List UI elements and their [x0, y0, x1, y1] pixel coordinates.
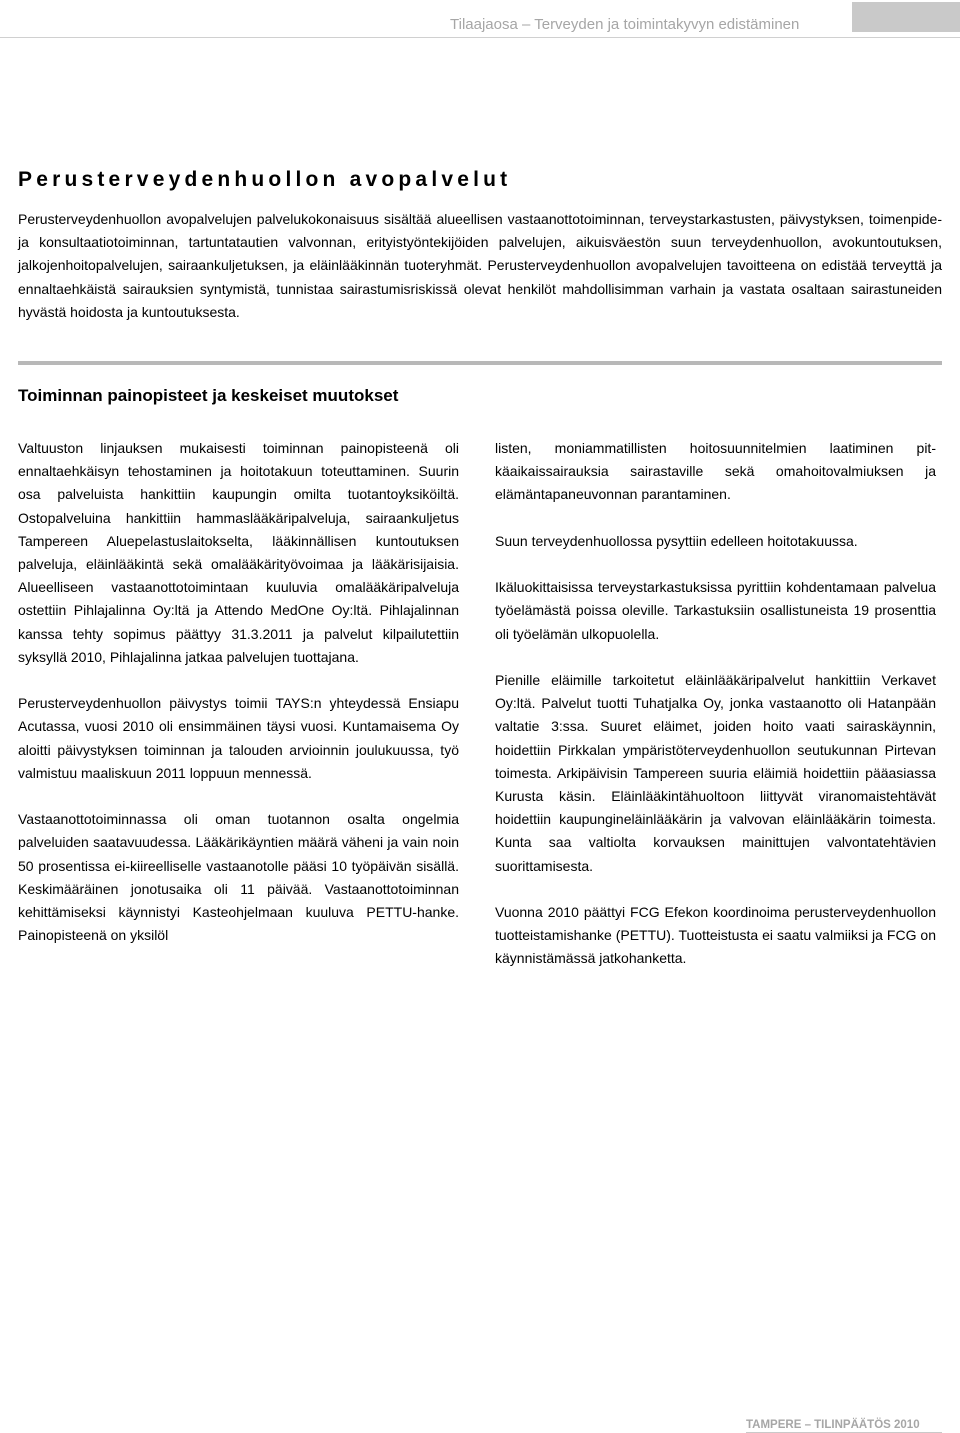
page-footer: TAMPERE – TILINPÄÄTÖS 2010 — [746, 1419, 920, 1431]
right-paragraph-3: Ikäluokittaisissa terveystarkastuksissa pyrittiin kohdentamaan palvelua työelämästä poissa oleville. Tarkastuksiin osallistuneista 19 prosenttia oli työelämän ulkopuolella. — [495, 579, 936, 642]
left-paragraph-1: Valtuuston linjauksen mukaisesti toiminnan painopisteenä oli ennaltaehkäisyn tehostaminen ja hoitotakuun toteuttaminen. Suurin osa palveluista hankittiin kaupungin omilta tuotantoyksiköiltä. Ostopalveluina hankittiin hammaslääkäripalveluja, sairaankuljetus Tampereen Aluepelastuslaitokselta, lääkinnällisen kuntoutuksen palveluja, eläinlääkintä sekä omalääkärityövoimaa ja lääkärisijaisia. Alueelliseen vastaanottotoimintaan kuuluvia omalääkäripalveluja ostettiin Pihlajalinna Oy:ltä ja Attendo MedOne Oy:ltä. Pihlajalinnan kanssa tehty sopimus päättyy 31.3.2011 ja palvelut kilpailutettiin syksyllä 2010, Pihlajalinna jatkaa palvelujen tuottajana. — [18, 440, 459, 665]
header-rule — [0, 37, 960, 38]
page-title: Perusterveydenhuollon avopalvelut — [18, 168, 512, 191]
right-paragraph-2: Suun terveydenhuollossa pysyttiin edelleen hoitotakuussa. — [495, 532, 858, 549]
left-paragraph-2: Perusterveydenhuollon päivystys toimii TAYS:n yhteydessä Ensiapu Acutassa, vuosi 2010 oli ensimmäinen täysi vuosi. Kuntamaisema Oy aloitti päivystyksen toiminnan ja talouden arvioinnin joulukuussa, työ valmistuu maaliskuun 2011 loppuun mennessä. — [18, 695, 459, 781]
right-paragraph-5: Vuonna 2010 päättyi FCG Efekon koordinoima perusterveydenhuollon tuotteistamishanke (PETTU). Tuotteistusta ei saatu valmiiksi ja FCG on käynnistämässä jatkohanketta. — [495, 904, 936, 967]
left-column — [18, 437, 459, 971]
intro-paragraph: Perusterveydenhuollon avopalvelujen palvelukokonaisuus sisältää alueellisen vastaanottotoiminnan, terveystarkastusten, päivystyksen, toimenpide- ja konsultaatiotoiminnan, tartuntatautien valvonnan, erityistyöntekijöiden palvelujen, aikuisväestön suun terveydenhuollon, avokuntoutuksen, jalkojenhoitopalvelujen, sairaankuljetuksen, ja eläinlääkinnän tuoteryhmät. Perusterveydenhuollon avopalvelujen tavoitteena on edistää terveyttä ja ennaltaehkäistä sairauksien syntymistä, tunnistaa sairastumisriskissä olevat henkilöt mahdollisimman varhain ja vastata osaltaan sairastuneiden hyvästä hoidosta ja kuntoutuksesta. — [18, 211, 942, 320]
right-column — [495, 437, 936, 994]
left-paragraph-3: Vastaanottotoiminnassa oli oman tuotannon osalta ongelmia palveluiden saatavuudessa. Lääkärikäyntien määrä väheni ja vain noin 50 prosentissa ei-kiireelliselle vastaanotolle pääsi 10 työpäivän sisällä. Keskimääräinen jonotusaika oli 11 päivää. Vastaanottotoiminnan kehittämiseksi käynnistyi Kasteohjelmaan kuuluva PETTU-hanke. Painopisteenä on yksilöl — [18, 811, 459, 944]
section-divider — [18, 361, 942, 365]
right-paragraph-4: Pienille eläimille tarkoitetut eläinlääkäripalvelut hankittiin Verkavet Oy:ltä. Palvelut tuotti Tuhatjalka Oy, jonka vastaanotto oli Hatanpään valtatie 3:ssa. Suuret eläimet, joiden hoito vaati sairaskäynnin, hoidettiin Pirkkalan ympäristöterveydenhuollon seutukunnan Pirtevan toimesta. Arkipäivisin Tampereen suuria eläimiä hoidettiin pääasiassa Kurusta käsin. Eläinlääkintähuoltoon liittyvät viranomaistehtävät hoidettiin kaupungineläinlääkärin ja valvovan eläinlääkärin toimesta. Kunta saa valtiolta korvauksen mainittujen valvontatehtävien suorittamisesta. — [495, 671, 936, 874]
running-header: Tilaajaosa – Terveyden ja toimintakyvyn edistäminen — [450, 16, 800, 33]
right-paragraph-1: listen, moniammatillisten hoitosuunnitelmien laatiminen pitkäaikaissairauksia sairastaville sekä omahoitovalmiuksen ja elämäntapaneuvonnan parantaminen. — [495, 440, 936, 503]
section-heading: Toiminnan painopisteet ja keskeiset muutokset — [18, 386, 399, 405]
header-corner-block — [852, 2, 960, 32]
